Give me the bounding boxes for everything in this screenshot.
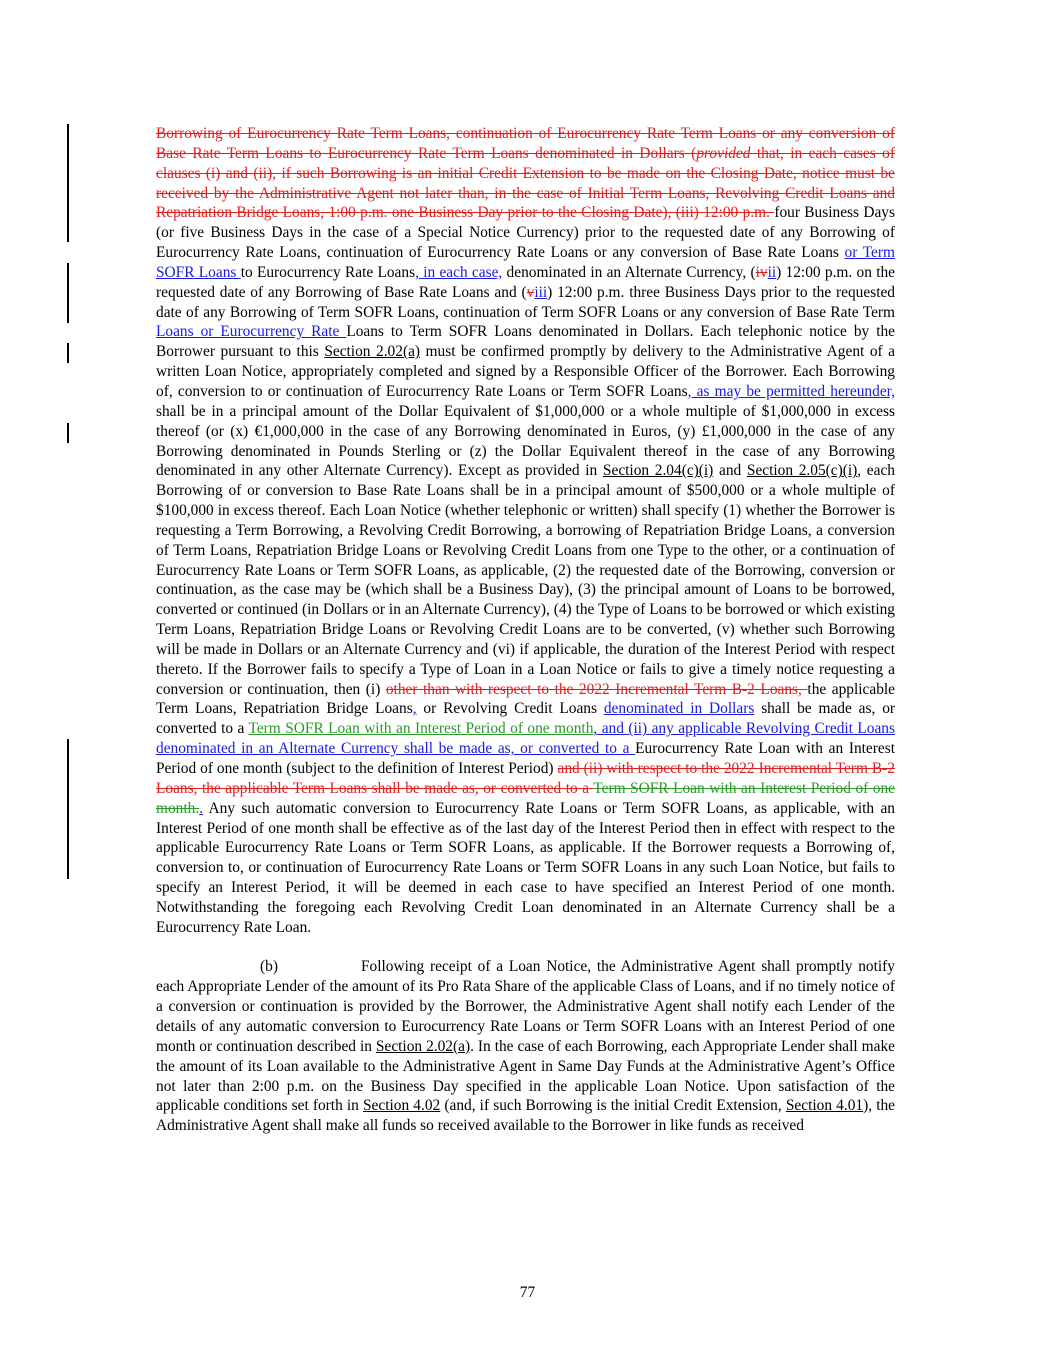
change-bar <box>67 423 69 443</box>
body-text: , each Borrowing of or conversion to Base Rate Loans shall be in a principal amount of $500,000 or a whole multiple of $100,000 in excess thereof. Each Loan Notice (whether telephonic or written) shall specify (1) whether the Borrower is requesting a Term Borrowing, a Revolving Credit Borrowing, a borrowing of Repatriation Bridge Loans, a conversion of Term Loans, Repatriation Bridge Loans or Revolving Credit Loans from one Type to the other, or a continuation of Eurocurrency Rate Loans or Term SOFR Loans, as applicable, (2) the requested date of the Borrowing, conversion or continuation, as the case may be (which shall be a Business Day), (3) the principal amount of Loans to be borrowed, converted or continued (in Dollars or in an Alternate Currency), (4) the Type of Loans to be borrowed or which existing Term Loans, Repatriation Bridge Loans or Revolving Credit Loans are to be converted, (v) whether such Borrowing will be made in Dollars or an Alternate Currency and (vi) if applicable, the duration of the Interest Period with respect thereto. If the Borrower fails to specify a Type of Loan in a Loan Notice or fails to give a timely notice requesting a conversion or continuation, then (i) <box>156 462 895 698</box>
body-text: Loans to Term SOFR Loans denominated in Dollars. Each telephonic notice by the Borrower pursuant to this <box>156 323 896 361</box>
body-text: . In the case of each Borrowing, each Appropriate Lender shall make the amount of its Loan available to the Administrative Agent in Same Day Funds at the Administrative Agent’s Office not later than 2:00 p.m. on the Business Day specified in the applicable Loan Notice. Upon satisfaction of the applicable conditions set forth in <box>156 1037 895 1115</box>
body-text: Any such automatic conversion to Eurocurrency Rate Loans or Term SOFR Loans, as applicable, with an Interest Period of one month shall be effective as of the last day of the Interest Period then in effect with respect to the applicable Eurocurrency Rate Loans or Term SOFR Loans, as applicable. If the Borrower requests a Borrowing of, conversion to, or continuation of Eurocurrency Rate Loans or Term SOFR Loans in any such Loan Notice, but fails to specify an Interest Period, it will be deemed in each case to have specified an Interest Period of one month. Notwithstanding the foregoing each Revolving Credit Loan denominated in an Alternate Currency shall be a Eurocurrency Rate Loan. <box>156 799 895 936</box>
section-reference: Section 2.04(c)(i) <box>602 462 714 480</box>
body-text: Eurocurrency Rate Loan with an Interest Period of one month (subject to the definition of Interest Period) <box>156 740 895 777</box>
body-text: to Eurocurrency Rate Loans <box>240 263 416 281</box>
body-text: ) 12:00 p.m. three Business Days prior to the requested date of any Borrowing of Term SOFR Loans, continuation of Term SOFR Loans or any conversion of Base Rate Term <box>156 283 895 321</box>
deleted-text: , if such Borrowing is an initial Credit Extension to be made on the Closing Date, notice must be received by the Administrative Agent not later than, in the case of Initial Term Loans, Revolving Credit Loans and Repatriation Bridge Loans, 1:00 p.m. one Business Day prior to the Closing Date), (iii) 12:00 p.m. <box>156 164 895 222</box>
document-body <box>156 124 895 1136</box>
section-reference: Section 4.01 <box>785 1097 864 1115</box>
inserted-text: ii <box>767 263 777 281</box>
change-bar <box>67 739 69 879</box>
body-text: shall be in a principal amount of the Dollar Equivalent of $1,000,000 or a whole multiple of $1,000,000 in excess thereof (or (x) €1,000,000 in the case of any Borrowing denominated in Euros, (y) £1,000,000 in the case of any Borrowing denominated in Pounds Sterling or (z) the Dollar Equivalent thereof in the case of any Borrowing denominated in any other Alternate Currency). Except as provided in <box>156 402 895 480</box>
paragraph-b <box>156 957 895 1136</box>
paragraph-label: (b) <box>260 958 278 976</box>
inserted-text: , <box>412 700 417 718</box>
page-number: 77 <box>519 1284 536 1301</box>
section-reference: Section 2.05(c)(i) <box>746 462 858 480</box>
paragraph-a <box>156 124 895 938</box>
body-text: the applicable Term Loans, Repatriation Bridge Loans <box>156 680 896 718</box>
deleted-text: provided <box>696 144 751 162</box>
inserted-text: , and (ii) any applicable Revolving Credit Loans denominated in an Alternate Currency shall be made as, or converted to a <box>156 720 895 758</box>
body-text: denominated in an Alternate Currency, ( <box>502 263 756 281</box>
deleted-text: Borrowing of Eurocurrency Rate Term Loans, continuation of Eurocurrency Rate Term Loans or any conversion of Base Rate Term Loans to Eurocurrency Rate Term Loans denominated in Dollars ( <box>156 125 895 162</box>
section-reference: Section 2.02(a) <box>375 1037 471 1055</box>
section-reference: Section 2.02(a) <box>324 343 421 361</box>
deleted-text: iv <box>755 263 768 281</box>
body-text: ), the Administrative Agent shall make all funds so received available to the Borrower in like funds as received <box>156 1097 895 1135</box>
body-text: or Revolving Credit Loans <box>416 700 604 718</box>
inserted-text: , in each case, <box>415 263 503 281</box>
change-bar <box>67 124 69 242</box>
inserted-text: . <box>199 799 204 817</box>
section-reference: Section 4.02 <box>363 1097 441 1115</box>
deleted-text: that, in each cases of <box>750 144 895 162</box>
moved-text: Term SOFR Loan with an Interest Period of one month <box>248 720 594 738</box>
deleted-text: other than with respect to the 2022 Incremental Term B-2 Loans, <box>385 680 808 698</box>
body-text: (and, if such Borrowing is the initial Credit Extension, <box>440 1097 786 1115</box>
inserted-text: Loans or Eurocurrency Rate <box>156 323 347 341</box>
inserted-text: or Term SOFR Loans <box>156 244 895 281</box>
deleted-text: (ii) <box>253 164 273 182</box>
deleted-text: and <box>220 164 254 182</box>
body-text: shall be made as, or converted to a <box>156 700 896 738</box>
body-text: four Business Days (or five Business Days in the case of a Special Notice Currency) prior to the requested date of any Borrowing of Eurocurrency Rate Loans, continuation of Eurocurrency Rate Loans or any conversion of Base Rate Loans <box>156 204 895 262</box>
change-bar <box>67 263 69 323</box>
body-text: must be confirmed promptly by delivery to the Administrative Agent of a written Loan Notice, appropriately completed and signed by a Responsible Officer of the Borrower. Each Borrowing of, conversion to or continuation of Eurocurrency Rate Loans or Term SOFR Loans <box>156 343 895 400</box>
body-text: and <box>713 462 747 480</box>
inserted-text: iii <box>534 283 548 301</box>
inserted-text: , as may be permitted hereunder, <box>687 382 896 400</box>
change-bar <box>67 343 69 363</box>
moved-deleted-text: Term SOFR Loan with an Interest Period of one month. <box>156 779 895 817</box>
body-text: ) 12:00 p.m. on the requested date of any Borrowing of Base Rate Loans and ( <box>156 263 896 301</box>
deleted-text: clauses (i) <box>156 164 221 182</box>
deleted-text: v <box>526 283 535 301</box>
body-text: Following receipt of a Loan Notice, the Administrative Agent shall promptly notify each Appropriate Lender of the amount of its Pro Rata Share of the applicable Class of Loans, and if no timely notice of a conversion or continuation is provided by the Borrower, the Administrative Agent shall notify each Lender of the details of any automatic conversion to Eurocurrency Rate Loans or Term SOFR Loans with an Interest Period of one month or continuation described in <box>156 958 895 1055</box>
inserted-text: denominated in Dollars <box>603 700 755 718</box>
deleted-text: and (ii) with respect to the 2022 Incremental Term B-2 Loans, the applicable Term Loans shall be made as, or converted to a <box>156 760 895 797</box>
